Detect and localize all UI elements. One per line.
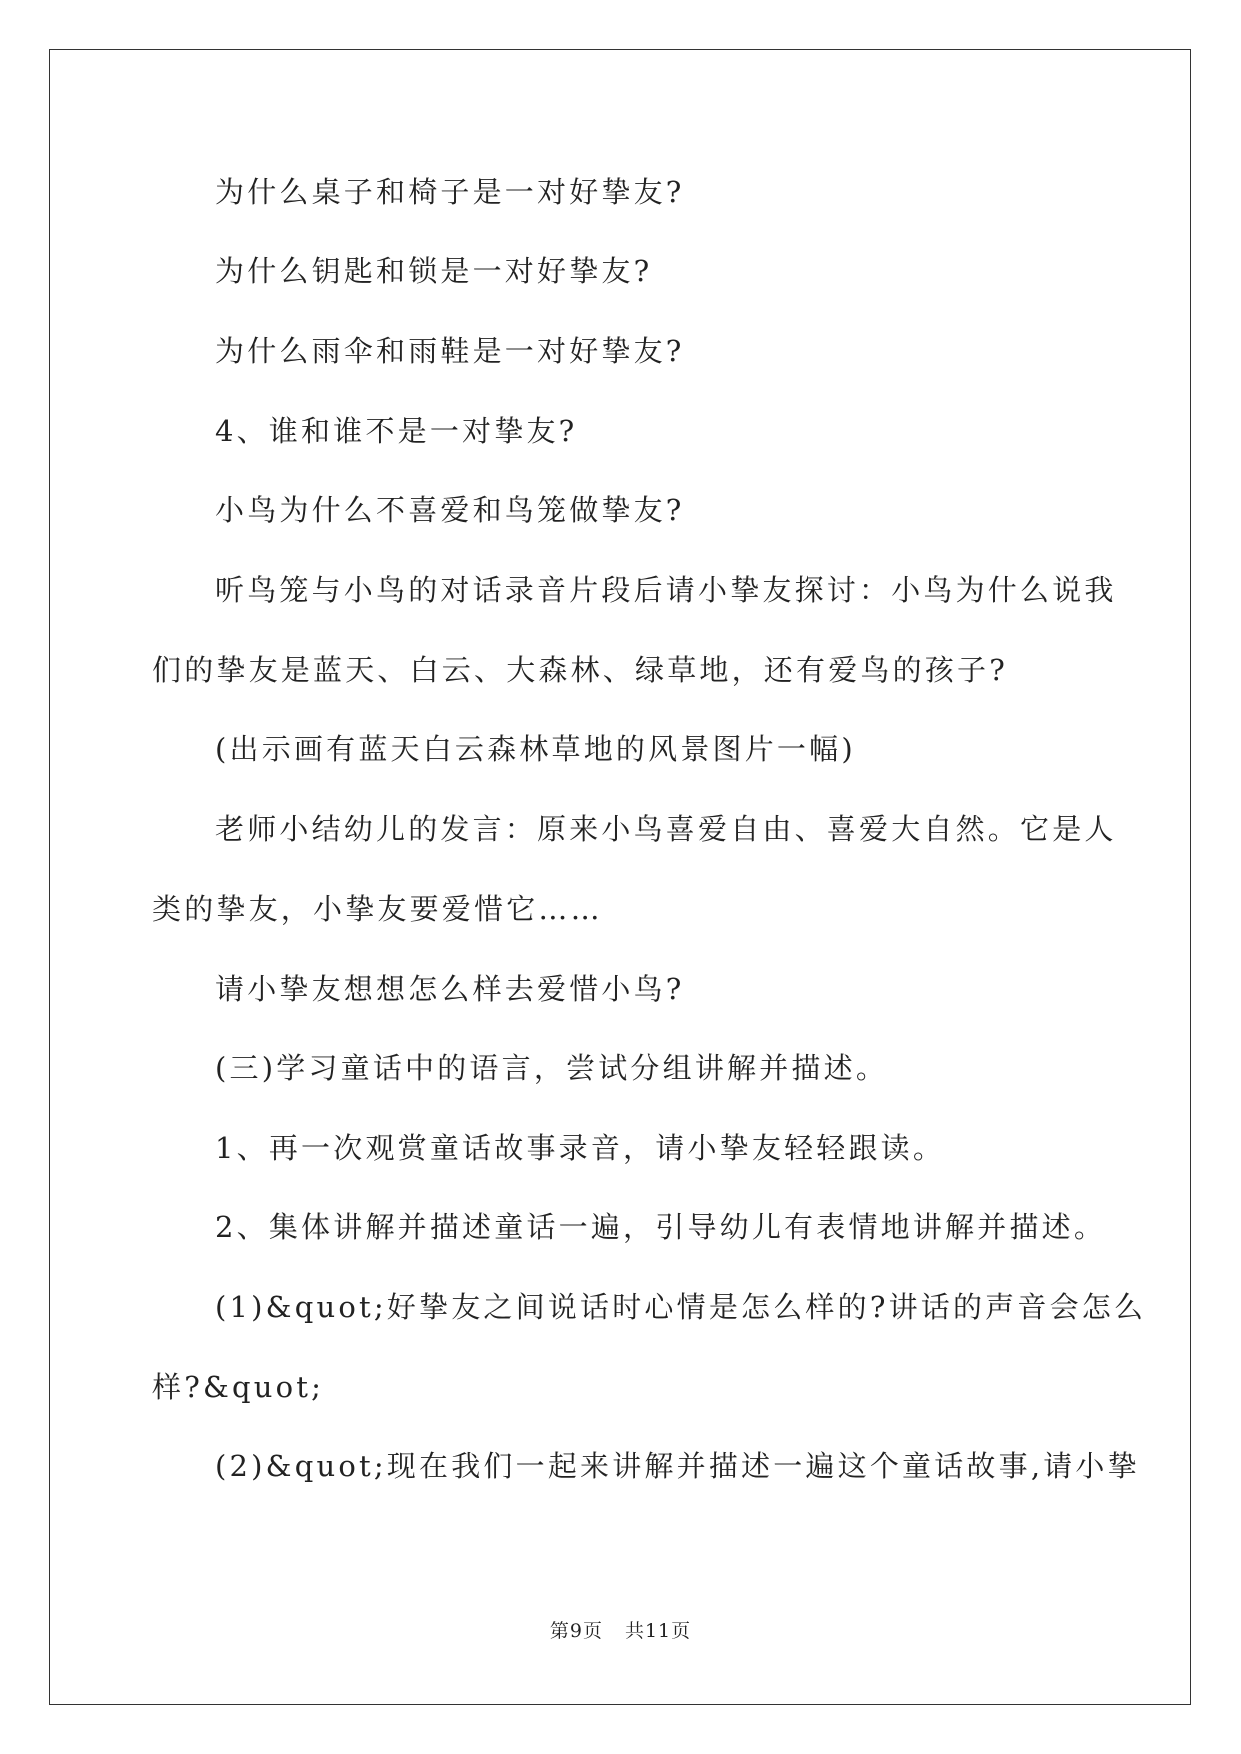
page-number: 第9页 xyxy=(549,1620,603,1642)
text-line-16: 样?&quot; xyxy=(152,1370,325,1404)
text-line-9: 老师小结幼儿的发言：原来小鸟喜爱自由、喜爱大自然。它是人 xyxy=(215,812,1117,846)
text-line-5: 小鸟为什么不喜爱和鸟笼做挚友? xyxy=(215,493,685,527)
text-line-13: 1、再一次观赏童话故事录音，请小挚友轻轻跟读。 xyxy=(215,1131,946,1165)
page-total: 共11页 xyxy=(624,1620,692,1642)
text-line-6: 听鸟笼与小鸟的对话录音片段后请小挚友探讨：小鸟为什么说我 xyxy=(215,573,1117,607)
text-line-2: 为什么钥匙和锁是一对好挚友? xyxy=(215,254,653,288)
text-line-14: 2、集体讲解并描述童话一遍，引导幼儿有表情地讲解并描述。 xyxy=(215,1210,1107,1244)
text-line-17: (2)&quot;现在我们一起来讲解并描述一遍这个童话故事,请小挚 xyxy=(215,1449,1140,1483)
page-footer xyxy=(0,1616,1241,1643)
text-line-4: 4、谁和谁不是一对挚友? xyxy=(215,414,578,448)
text-line-10: 类的挚友，小挚友要爱惜它…… xyxy=(152,892,603,926)
text-line-8: (出示画有蓝天白云森林草地的风景图片一幅) xyxy=(215,732,856,766)
text-line-1: 为什么桌子和椅子是一对好挚友? xyxy=(215,175,685,209)
text-line-12: (三)学习童话中的语言，尝试分组讲解并描述。 xyxy=(215,1051,889,1085)
text-line-15: (1)&quot;好挚友之间说话时心情是怎么样的?讲话的声音会怎么 xyxy=(215,1290,1147,1324)
text-line-3: 为什么雨伞和雨鞋是一对好挚友? xyxy=(215,334,685,368)
text-line-11: 请小挚友想想怎么样去爱惜小鸟? xyxy=(215,972,685,1006)
text-line-7: 们的挚友是蓝天、白云、大森林、绿草地，还有爱鸟的孩子? xyxy=(152,653,1008,687)
